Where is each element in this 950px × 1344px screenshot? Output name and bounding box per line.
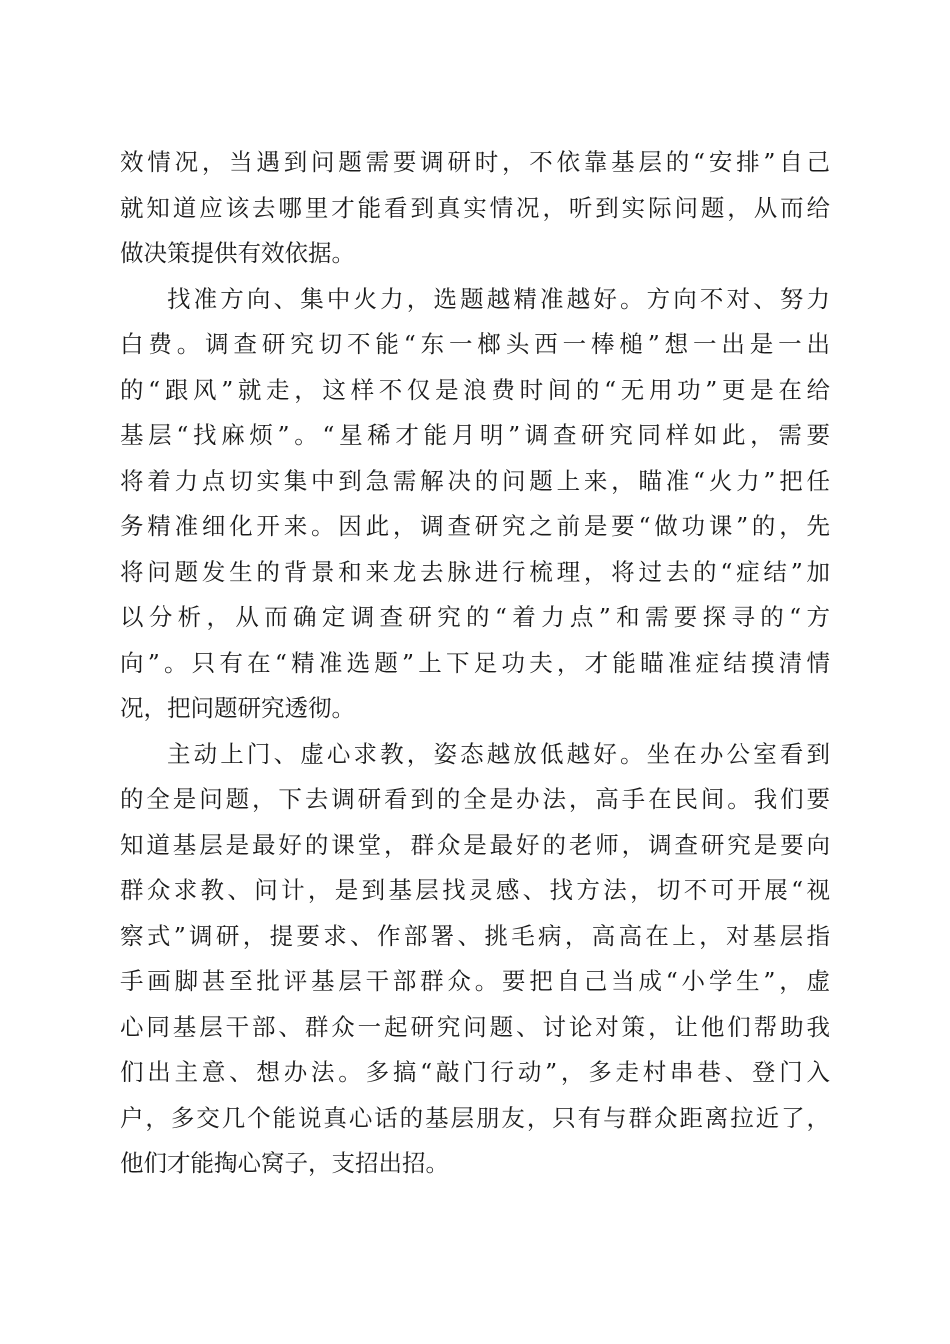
text-line: 就知道应该去哪里才能看到真实情况，听到实际问题，从而给: [120, 193, 830, 222]
text-line: 察式”调研，提要求、作部署、挑毛病，高高在上，对基层指: [120, 921, 830, 950]
text-line: 的全是问题，下去调研看到的全是办法，高手在民间。我们要: [120, 785, 830, 813]
document-body: [120, 140, 830, 1187]
text-line: 们出主意、想办法。多搞“敲门行动”，多走村串巷、登门入: [120, 1058, 830, 1086]
paragraph-2: [120, 277, 830, 732]
text-line: 将问题发生的背景和来龙去脉进行梳理，将过去的“症结”加: [120, 557, 830, 586]
text-line: 他们才能掏心窝子，支招出招。: [120, 1149, 449, 1177]
text-line: 务精准细化开来。因此，调查研究之前是要“做功课”的，先: [120, 512, 830, 540]
text-line: 心同基层干部、群众一起研究问题、讨论对策，让他们帮助我: [120, 1012, 830, 1041]
text-line: 群众求教、问计，是到基层找灵感、找方法，切不可开展“视: [120, 876, 830, 904]
text-line: 知道基层是最好的课堂，群众是最好的老师，调查研究是要向: [120, 830, 830, 859]
text-line: 向”。只有在“精准选题”上下足功夫，才能瞄准症结摸清情: [120, 648, 830, 677]
text-line: 户，多交几个能说真心话的基层朋友，只有与群众距离拉近了，: [120, 1103, 830, 1132]
text-line: 主动上门、虚心求教，姿态越放低越好。坐在办公室看到: [167, 739, 830, 768]
paragraph-1: [120, 140, 830, 277]
text-line: 做决策提供有效依据。: [120, 239, 355, 267]
text-line: 以分析，从而确定调查研究的“着力点”和需要探寻的“方: [120, 603, 830, 631]
text-line: 白费。调查研究切不能“东一榔头西一棒槌”想一出是一出: [120, 330, 830, 358]
text-line: 将着力点切实集中到急需解决的问题上来，瞄准“火力”把任: [120, 466, 830, 495]
text-line: 的“跟风”就走，这样不仅是浪费时间的“无用功”更是在给: [120, 375, 830, 404]
text-line: 效情况，当遇到问题需要调研时，不依靠基层的“安排”自己: [120, 148, 830, 176]
text-line: 基层“找麻烦”。“星稀才能月明”调查研究同样如此，需要: [120, 421, 830, 449]
text-line: 手画脚甚至批评基层干部群众。要把自己当成“小学生”，虚: [120, 967, 830, 995]
text-line: 找准方向、集中火力，选题越精准越好。方向不对、努力: [167, 284, 830, 313]
text-line: 况，把问题研究透彻。: [120, 694, 355, 722]
paragraph-3: [120, 732, 830, 1187]
